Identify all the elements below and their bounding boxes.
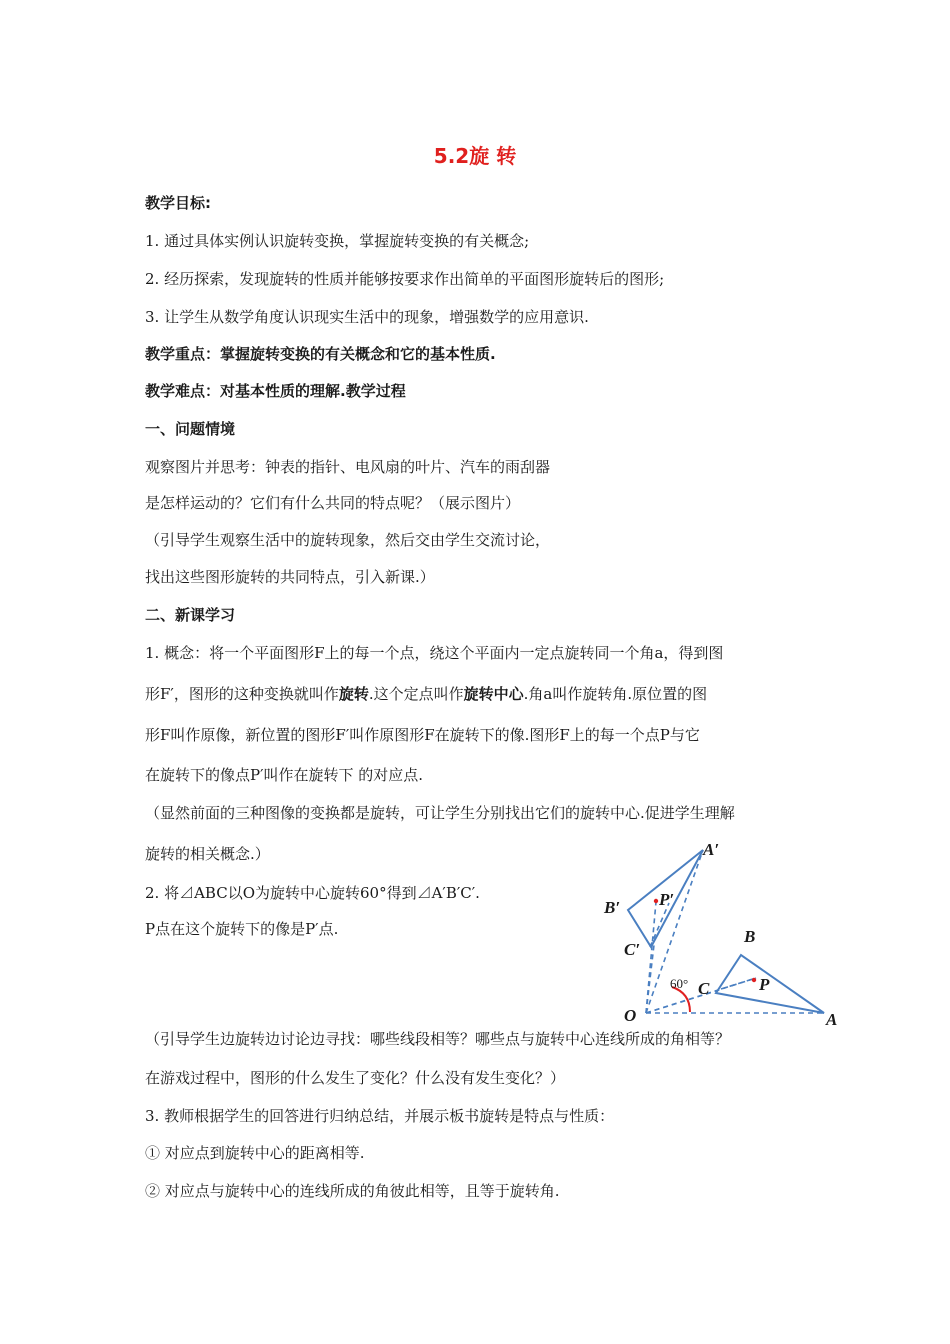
dashed-line <box>646 902 656 1013</box>
objectives-heading: 教学目标: <box>145 194 211 212</box>
concept-line <box>145 683 707 705</box>
point-p-prime <box>654 899 658 903</box>
term-rotation: 旋转 <box>338 685 369 703</box>
concept-text: 形F′，图形的这种变换就叫作 <box>145 685 339 703</box>
page-title: 5.2旋 转 <box>433 144 517 168</box>
label-b: B <box>744 927 756 946</box>
example-line: P点在这个旋转下的像是P′点. <box>145 920 339 938</box>
note-line: 旋转的相关概念.） <box>145 845 270 863</box>
label-a-prime: A′ <box>703 840 720 859</box>
label-angle: 60° <box>670 976 689 991</box>
triangle-abc <box>716 955 824 1013</box>
concept-line: 形F叫作原像，新位置的图形F′叫作原图形F在旋转下的像.图形F上的每一个点P与它 <box>145 726 700 744</box>
example-line: 2. 将⊿ABC以O为旋转中心旋转60°得到⊿A′B′C′. <box>145 884 480 902</box>
concept-text: .这个定点叫作 <box>368 685 464 703</box>
label-b-prime: B′ <box>604 898 621 917</box>
section1-heading: 一、问题情境 <box>145 420 236 438</box>
key-point: 教学重点：掌握旋转变换的有关概念和它的基本性质. <box>145 345 496 363</box>
label-a: A <box>826 1010 838 1029</box>
label-c-prime: C′ <box>624 940 641 959</box>
concept-text: .角a叫作旋转角.原位置的图 <box>523 685 708 703</box>
section1-line: 观察图片并思考：钟表的指针、电风扇的叶片、汽车的雨刮器 <box>145 458 551 476</box>
item3-line: 3. 教师根据学生的回答进行归纳总结，并展示板书旋转是特点与性质： <box>145 1107 615 1125</box>
property-line: ② 对应点与旋转中心的连线所成的角彼此相等，且等于旋转角. <box>145 1182 560 1200</box>
property-line: ① 对应点到旋转中心的距离相等. <box>145 1144 365 1162</box>
rotation-figure <box>596 835 846 1035</box>
label-p-prime: P′ <box>659 890 675 909</box>
difficulty: 教学难点：对基本性质的理解.教学过程 <box>145 382 406 400</box>
section1-line: 是怎样运动的？它们有什么共同的特点呢？（展示图片） <box>145 494 521 512</box>
note-line: （显然前面的三种图像的变换都是旋转，可让学生分别找出它们的旋转中心.促进学生理解 <box>145 804 735 822</box>
objective-item: 3. 让学生从数学角度认识现实生活中的现象，增强数学的应用意识. <box>145 308 589 326</box>
note-line: （引导学生边旋转边讨论边寻找：哪些线段相等？哪些点与旋转中心连线所成的角相等？ <box>145 1030 731 1048</box>
point-p <box>752 978 756 982</box>
objective-item: 1. 通过具体实例认识旋转变换，掌握旋转变换的有关概念; <box>145 232 530 250</box>
section1-line: （引导学生观察生活中的旋转现象，然后交由学生交流讨论， <box>145 531 551 549</box>
note-line: 在游戏过程中，图形的什么发生了变化？什么没有发生变化？） <box>145 1069 566 1087</box>
label-c: C <box>698 979 710 998</box>
section1-line: 找出这些图形旋转的共同特点，引入新课.） <box>145 568 435 586</box>
label-o: O <box>624 1006 637 1025</box>
section2-heading: 二、新课学习 <box>145 606 236 624</box>
objective-item: 2. 经历探索，发现旋转的性质并能够按要求作出简单的平面图形旋转后的图形; <box>145 270 665 288</box>
concept-line: 在旋转下的像点P′叫作在旋转下 的对应点. <box>145 766 424 784</box>
label-p: P <box>759 975 770 994</box>
concept-line: 1. 概念：将一个平面图形F上的每一个点，绕这个平面内一定点旋转同一个角a，得到图 <box>145 644 724 662</box>
term-rotation-center: 旋转中心 <box>463 685 524 703</box>
